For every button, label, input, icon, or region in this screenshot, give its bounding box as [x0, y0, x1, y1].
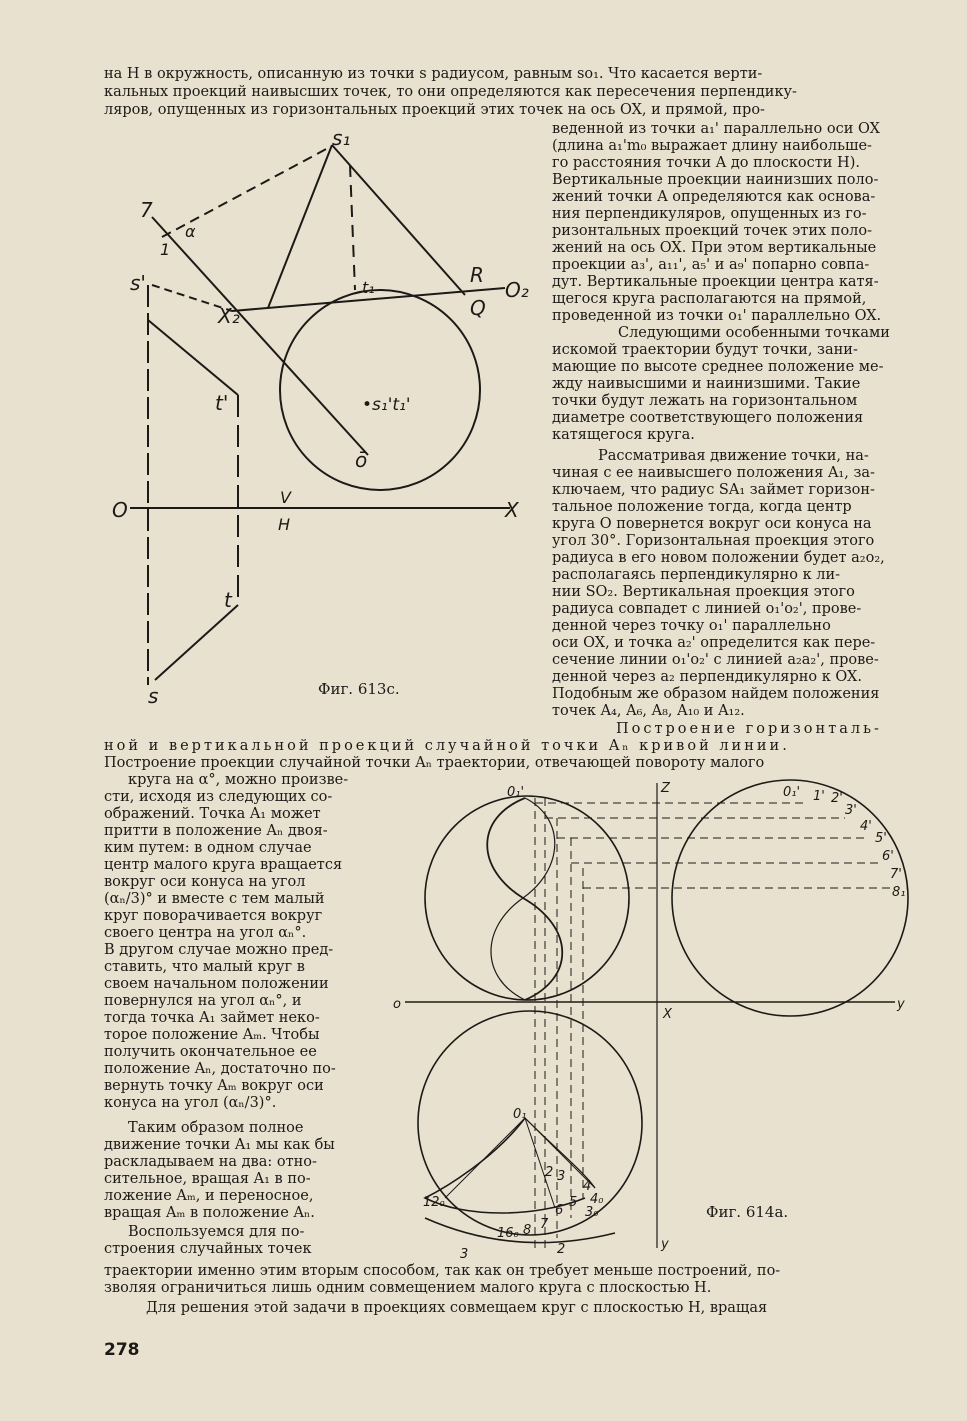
text-line: ключаем, что радиус SA₁ займет горизон-: [552, 482, 875, 498]
text-line: сти, исходя из следующих со-: [104, 789, 333, 805]
label-tr-3: 3': [845, 803, 857, 818]
label-o1: 0₁: [513, 1107, 527, 1122]
label-V: V: [280, 488, 291, 507]
label-bm-6: 8: [523, 1223, 532, 1238]
label-Q: Q: [470, 296, 486, 320]
text-line: ния перпендикуляров, опущенных из го-: [552, 206, 867, 222]
text-line: щегося круга располагаются на прямой,: [552, 291, 867, 307]
label-bm-1: 3: [557, 1169, 566, 1184]
label-t-prime: t': [215, 391, 229, 415]
label-bm-5: 7: [540, 1217, 549, 1232]
label-tr-8: 8₁': [892, 885, 910, 900]
label-s-prime: s': [130, 271, 146, 295]
text-line: проекции a₃', a₁₁', a₅' и a₉' попарно совпа-: [552, 257, 870, 273]
text-line: радиуса в его новом положении будет a₂o₂,: [552, 550, 885, 566]
text-line: угол 30°. Горизонтальная проекция этого: [552, 533, 875, 549]
text-line: диаметре соответствующего положения: [552, 410, 864, 426]
text-line: на H в окружность, описанную из точки s радиусом, равным so₁. Что касается верти-: [104, 66, 763, 82]
text-line: (длина a₁'m₀ выражает длину наибольше-: [552, 138, 872, 154]
text-line: получить окончательное ее: [104, 1044, 317, 1060]
label-t1: t₁: [362, 278, 375, 297]
text-line: сительное, вращая A₁ в по-: [104, 1171, 311, 1187]
text-line: круг поворачивается вокруг: [104, 908, 323, 924]
label-H: H: [278, 515, 291, 534]
text-line: мающие по высоте среднее положение ме-: [552, 359, 884, 375]
text-line: раскладываем на два: отно-: [104, 1154, 317, 1170]
text-line: тальное положение тогда, когда центр: [552, 499, 852, 515]
label-s: s: [148, 684, 159, 705]
label-o1-prime: 0₁': [507, 785, 525, 800]
text-line: круга на α°, можно произве-: [128, 772, 349, 788]
text-line: ной и вертикальной проекций случайной точки Aₙ кривой линии.: [104, 738, 790, 754]
text-line: тогда точка A₁ займет неко-: [104, 1010, 320, 1026]
label-y-bottom: y: [661, 1237, 669, 1252]
text-line: ображений. Точка A₁ может: [104, 806, 321, 822]
text-line: нии SO₂. Вертикальная проекция этого: [552, 584, 855, 600]
text-line: точки будут лежать на горизонтальном: [552, 393, 858, 409]
text-line: В другом случае можно пред-: [104, 942, 334, 958]
text-line: Вертикальные проекции наинизших поло-: [552, 172, 879, 188]
text-line: оси OX, и точка a₂' определится как пере-: [552, 635, 876, 651]
label-tr-1: 1': [813, 789, 825, 804]
label-O: O: [112, 498, 128, 522]
label-tr-5: 5': [875, 831, 887, 846]
text-line: Построение горизонталь-: [616, 721, 882, 737]
label-tr-7: 7': [890, 867, 902, 882]
text-line: катящегося круга.: [552, 427, 695, 443]
label-bm-3: 5: [569, 1195, 578, 1210]
text-line: строения случайных точек: [104, 1241, 312, 1257]
text-line: ляров, опущенных из горизонтальных проекций этих точек на ось OX, и прямой, про-: [104, 102, 765, 118]
text-line: Построение проекции случайной точки Aₙ траектории, отвечающей повороту малого: [104, 755, 765, 771]
text-line: притти в положение Aₙ двоя-: [104, 823, 328, 839]
text-line: располагаясь перпендикулярно к ли-: [552, 567, 841, 583]
text-line: своем начальном положении: [104, 976, 329, 992]
label-tr-6: 6': [882, 849, 894, 864]
text-line: Подобным же образом найдем положения: [552, 686, 880, 702]
label-bm-0: 2: [545, 1165, 554, 1180]
text-line: движение точки A₁ мы как бы: [104, 1137, 335, 1153]
text-line: Таким образом полное: [128, 1120, 304, 1136]
label-bm-2: 4: [583, 1179, 592, 1194]
label-1: 1: [160, 240, 171, 259]
text-line: кальных проекций наивысших точек, то они определяются как пересечения перпендику-: [104, 84, 797, 100]
label-R: R: [470, 263, 484, 287]
label-alpha: α: [185, 222, 196, 241]
text-line: круга O повернется вокруг оси конуса на: [552, 516, 872, 532]
text-line: жений на ось OX. При этом вертикальные: [552, 240, 877, 256]
text-line: (αₙ/3)° и вместе с тем малый: [104, 891, 325, 907]
text-line: го расстояния точки A до плоскости H).: [552, 155, 860, 171]
text-line: веденной из точки a₁' параллельно оси OX: [552, 121, 880, 137]
label-center: •s₁'t₁': [362, 395, 411, 415]
label-tr-0: 0₁': [783, 785, 801, 800]
text-line: чиная с ее наивысшего положения A₁, за-: [552, 465, 875, 481]
label-tr-2: 2': [831, 791, 843, 806]
text-line: проведенной из точки o₁' параллельно OX.: [552, 308, 882, 324]
label-2: 2: [557, 1242, 566, 1257]
label-s1: s₁: [332, 126, 351, 150]
text-line: зволяя ограничиться лишь одним совмещением малого круга с плоскостью H.: [104, 1280, 712, 1296]
label-bm-4: 6: [555, 1203, 564, 1218]
label-bm-8: 3₀: [585, 1205, 599, 1220]
figure-613c-caption: Фиг. 613с.: [318, 680, 400, 698]
text-line: жений точки A определяются как основа-: [552, 189, 876, 205]
text-line: точек A₄, A₆, A₈, A₁₀ и A₁₂.: [552, 703, 745, 719]
text-line: вокруг оси конуса на угол: [104, 874, 306, 890]
label-z: Z: [661, 781, 670, 796]
label-o: ō: [355, 448, 368, 472]
figure-614a-caption: Фиг. 614a.: [706, 1203, 789, 1221]
text-line: своего центра на угол αₙ°.: [104, 925, 307, 941]
figure-614a: [385, 778, 930, 1268]
text-line: Воспользуемся для по-: [128, 1224, 305, 1240]
text-line: Для решения этой задачи в проекциях совмещаем круг с плоскостью H, вращая: [146, 1300, 768, 1316]
text-line: центр малого круга вращается: [104, 857, 343, 873]
text-line: сечение линии o₁'o₂' с линией a₂a₂', прове-: [552, 652, 879, 668]
text-line: вращая Aₘ в положение Aₙ.: [104, 1205, 315, 1221]
text-line: вернуть точку Aₘ вокруг оси: [104, 1078, 324, 1094]
text-line: жду наивысшими и наинизшими. Такие: [552, 376, 861, 392]
label-o: o: [393, 997, 401, 1012]
text-line: повернулся на угол αₙ°, и: [104, 993, 302, 1009]
label-y-right: y: [897, 997, 905, 1012]
text-line: торое положение Aₘ. Чтобы: [104, 1027, 320, 1043]
text-line: Следующими особенными точками: [618, 325, 890, 341]
page-number: 278: [104, 1340, 140, 1360]
label-12: 12₀: [423, 1195, 445, 1210]
label-7: 7: [140, 198, 153, 222]
text-line: положение Aₙ, достаточно по-: [104, 1061, 336, 1077]
label-x: X: [663, 1007, 672, 1022]
text-line: ставить, что малый круг в: [104, 959, 305, 975]
label-bm-7: 4₀: [590, 1192, 604, 1207]
text-line: денной через точку o₁' параллельно: [552, 618, 831, 634]
label-O2: O₂: [505, 278, 529, 302]
text-line: Рассматривая движение точки, на-: [598, 448, 869, 464]
text-line: ким путем: в одном случае: [104, 840, 312, 856]
label-t: t: [224, 588, 232, 612]
label-tr-4: 4': [860, 819, 872, 834]
text-line: конуса на угол (αₙ/3)°.: [104, 1095, 277, 1111]
label-X: X: [505, 498, 519, 522]
text-line: дут. Вертикальные проекции центра катя-: [552, 274, 879, 290]
figure-613c: [100, 125, 550, 705]
text-line: искомой траектории будут точки, зани-: [552, 342, 858, 358]
text-line: денной через a₂ перпендикулярно к OX.: [552, 669, 862, 685]
label-x2: X₂: [218, 304, 240, 328]
text-line: ложение Aₘ, и переносное,: [104, 1188, 314, 1204]
label-16: 16₀: [497, 1226, 519, 1241]
label-3: 3: [460, 1247, 469, 1262]
text-line: траектории именно этим вторым способом, так как он требует меньше построений, по-: [104, 1263, 781, 1279]
text-line: ризонтальных проекций точек этих поло-: [552, 223, 873, 239]
text-line: радиуса совпадет с линией o₁'o₂', прове-: [552, 601, 862, 617]
